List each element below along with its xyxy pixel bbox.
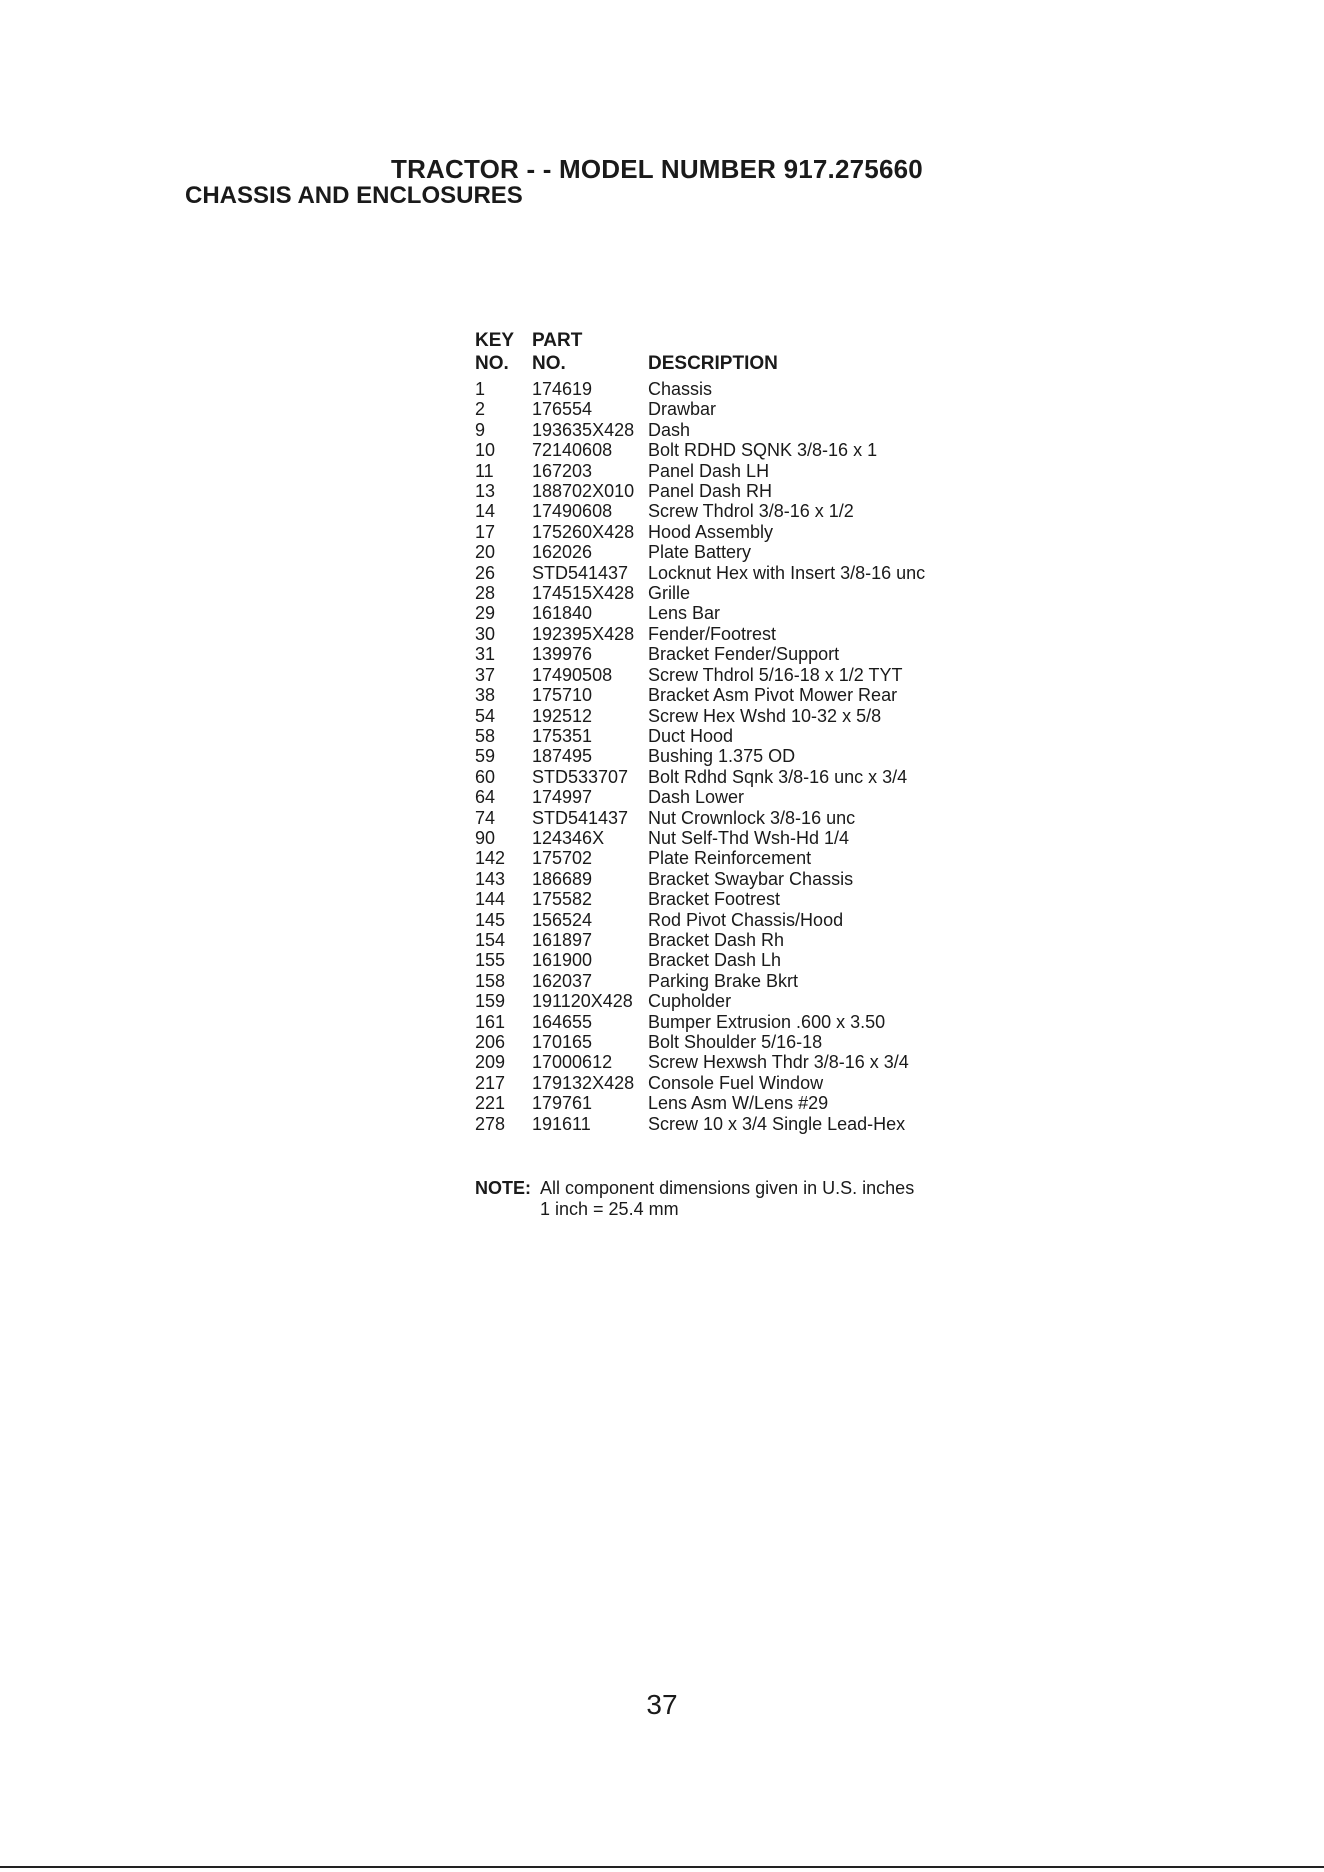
- key-no-cell: 9: [475, 419, 486, 440]
- part-no-cell: 187495: [532, 746, 593, 767]
- part-no-cell: 186689: [532, 868, 593, 889]
- table-row: [475, 767, 968, 787]
- description-cell: Bracket Swaybar Chassis: [648, 868, 854, 889]
- part-no-cell: 193635X428: [532, 419, 635, 440]
- part-no-cell: 124346X: [532, 827, 605, 848]
- key-no-cell: 28: [475, 583, 496, 604]
- table-row: [475, 1073, 968, 1093]
- description-cell: Screw Thdrol 5/16-18 x 1/2 TYT: [648, 664, 903, 685]
- part-no-cell: 162037: [532, 970, 593, 991]
- table-row: [475, 563, 968, 583]
- part-no-cell: 161840: [532, 603, 593, 624]
- key-no-cell: 209: [475, 1052, 506, 1073]
- part-no-cell: 170165: [532, 1032, 593, 1052]
- description-cell: Bracket Dash Lh: [648, 950, 782, 971]
- header-part-line2: NO.: [532, 353, 566, 374]
- part-no-cell: 179132X428: [532, 1072, 635, 1093]
- key-no-cell: 90: [475, 827, 496, 848]
- part-no-cell: 191120X428: [532, 991, 633, 1012]
- key-no-cell: 144: [475, 889, 506, 910]
- description-cell: Plate Battery: [648, 542, 752, 563]
- key-no-cell: 2: [475, 399, 486, 420]
- description-cell: Panel Dash RH: [648, 481, 773, 502]
- key-no-cell: 278: [475, 1113, 506, 1134]
- table-row: [475, 706, 968, 726]
- part-no-cell: 192512: [532, 705, 593, 726]
- key-no-cell: 13: [475, 481, 496, 502]
- dimension-note: [475, 1178, 914, 1220]
- section-title: CHASSIS AND ENCLOSURES: [185, 182, 523, 209]
- key-no-cell: 142: [475, 848, 506, 869]
- description-cell: Screw 10 x 3/4 Single Lead-Hex: [648, 1113, 906, 1134]
- description-cell: Panel Dash LH: [648, 460, 770, 481]
- part-no-cell: 188702X010: [532, 481, 635, 502]
- table-row: [475, 379, 968, 399]
- description-cell: Duct Hood: [648, 725, 734, 746]
- key-no-cell: 29: [475, 603, 496, 624]
- part-no-cell: 179761: [532, 1093, 593, 1114]
- description-cell: Bolt Shoulder 5/16-18: [648, 1032, 823, 1052]
- part-no-cell: 175702: [532, 848, 593, 869]
- description-cell: Cupholder: [648, 991, 732, 1012]
- header-key-line2: NO.: [475, 353, 509, 374]
- parts-table: [475, 330, 968, 1134]
- key-no-cell: 54: [475, 705, 496, 726]
- parts-table-body: [475, 379, 968, 1134]
- table-row: [475, 522, 968, 542]
- key-no-cell: 30: [475, 623, 496, 644]
- description-cell: Lens Asm W/Lens #29: [648, 1093, 829, 1114]
- table-row: [475, 685, 968, 705]
- part-no-cell: 17490508: [532, 664, 613, 685]
- part-no-cell: STD541437: [532, 562, 629, 583]
- key-no-cell: 38: [475, 685, 496, 706]
- table-row: [475, 1114, 968, 1134]
- key-no-cell: 143: [475, 868, 506, 889]
- header-key-line1: KEY: [475, 330, 515, 351]
- key-no-cell: 26: [475, 562, 496, 583]
- key-no-cell: 60: [475, 766, 496, 787]
- key-no-cell: 145: [475, 909, 506, 930]
- table-row: [475, 889, 968, 909]
- table-row: [475, 726, 968, 746]
- part-no-cell: STD541437: [532, 807, 629, 828]
- part-no-cell: 175351: [532, 725, 593, 746]
- table-row: [475, 461, 968, 481]
- key-no-cell: 155: [475, 950, 506, 971]
- description-cell: Bolt RDHD SQNK 3/8-16 x 1: [648, 440, 878, 461]
- description-cell: Nut Self-Thd Wsh-Hd 1/4: [648, 827, 850, 848]
- description-cell: Bracket Asm Pivot Mower Rear: [648, 685, 898, 706]
- table-row: [475, 869, 968, 889]
- page-number: 37: [646, 1689, 678, 1720]
- description-cell: Bracket Dash Rh: [648, 929, 785, 950]
- key-no-cell: 161: [475, 1011, 506, 1032]
- table-row: [475, 848, 968, 868]
- description-cell: Rod Pivot Chassis/Hood: [648, 909, 844, 930]
- table-row: [475, 910, 968, 930]
- table-row: [475, 644, 968, 664]
- part-no-cell: 175260X428: [532, 521, 635, 542]
- description-cell: Grille: [648, 583, 691, 604]
- key-no-cell: 64: [475, 787, 496, 808]
- description-cell: Lens Bar: [648, 603, 721, 624]
- parts-table-header: [475, 330, 968, 379]
- part-no-cell: 161897: [532, 929, 593, 950]
- description-cell: Console Fuel Window: [648, 1072, 824, 1093]
- part-no-cell: 174997: [532, 787, 593, 808]
- bottom-rule: [0, 1866, 1324, 1868]
- header-desc-spacer: [648, 330, 968, 352]
- part-no-cell: 17000612: [532, 1052, 613, 1073]
- key-no-cell: 14: [475, 501, 496, 522]
- description-cell: Plate Reinforcement: [648, 848, 812, 869]
- table-row: [475, 746, 968, 766]
- description-cell: Drawbar: [648, 399, 717, 420]
- table-row: [475, 481, 968, 501]
- table-row: [475, 665, 968, 685]
- table-row: [475, 991, 968, 1011]
- key-no-cell: 59: [475, 746, 496, 767]
- table-row: [475, 808, 968, 828]
- description-cell: Bumper Extrusion .600 x 3.50: [648, 1011, 886, 1032]
- key-no-cell: 217: [475, 1072, 506, 1093]
- table-row: [475, 603, 968, 623]
- description-cell: Screw Hex Wshd 10-32 x 5/8: [648, 705, 882, 726]
- description-cell: Bolt Rdhd Sqnk 3/8-16 unc x 3/4: [648, 766, 908, 787]
- table-row: [475, 950, 968, 970]
- table-row: [475, 542, 968, 562]
- table-row: [475, 1093, 968, 1113]
- table-row: [475, 787, 968, 807]
- key-no-cell: 74: [475, 807, 496, 828]
- part-no-cell: 161900: [532, 950, 593, 971]
- description-cell: Bushing 1.375 OD: [648, 746, 796, 767]
- table-row: [475, 1052, 968, 1072]
- table-row: [475, 399, 968, 419]
- key-no-cell: 154: [475, 929, 506, 950]
- note-text-1: All component dimensions given in U.S. inches: [540, 1178, 915, 1198]
- description-cell: Dash: [648, 419, 691, 440]
- header-row-2: [475, 352, 968, 379]
- description-cell: Bracket Footrest: [648, 889, 781, 910]
- description-cell: Parking Brake Bkrt: [648, 970, 799, 991]
- description-cell: Hood Assembly: [648, 521, 774, 542]
- table-row: [475, 930, 968, 950]
- part-no-cell: 139976: [532, 644, 593, 665]
- part-no-cell: 156524: [532, 909, 593, 930]
- key-no-cell: 20: [475, 542, 496, 563]
- description-cell: Locknut Hex with Insert 3/8-16 unc: [648, 562, 926, 583]
- part-no-cell: 162026: [532, 542, 593, 563]
- table-row: [475, 624, 968, 644]
- description-cell: Chassis: [648, 379, 713, 399]
- key-no-cell: 1: [475, 379, 486, 399]
- part-no-cell: 167203: [532, 460, 593, 481]
- description-cell: Screw Hexwsh Thdr 3/8-16 x 3/4: [648, 1052, 909, 1073]
- table-row: [475, 828, 968, 848]
- table-row: [475, 1012, 968, 1032]
- part-no-cell: 176554: [532, 399, 593, 420]
- key-no-cell: 31: [475, 644, 496, 665]
- part-no-cell: 174619: [532, 379, 593, 399]
- note-line-1: [475, 1178, 914, 1199]
- key-no-cell: 37: [475, 664, 496, 685]
- note-text-2: 1 inch = 25.4 mm: [540, 1199, 679, 1219]
- part-no-cell: 72140608: [532, 440, 613, 461]
- part-no-cell: 17490608: [532, 501, 613, 522]
- key-no-cell: 159: [475, 991, 506, 1012]
- header-row-1: [475, 330, 968, 352]
- part-no-cell: 164655: [532, 1011, 593, 1032]
- description-cell: Fender/Footrest: [648, 623, 777, 644]
- part-no-cell: 191611: [532, 1113, 591, 1134]
- description-cell: Bracket Fender/Support: [648, 644, 840, 665]
- page-title: TRACTOR - - MODEL NUMBER 917.275660: [391, 154, 923, 184]
- table-row: [475, 971, 968, 991]
- description-cell: Screw Thdrol 3/8-16 x 1/2: [648, 501, 854, 522]
- key-no-cell: 221: [475, 1093, 506, 1114]
- key-no-cell: 17: [475, 521, 496, 542]
- key-no-cell: 58: [475, 725, 496, 746]
- table-row: [475, 420, 968, 440]
- table-row: [475, 440, 968, 460]
- table-row: [475, 583, 968, 603]
- key-no-cell: 11: [475, 460, 494, 481]
- part-no-cell: 175582: [532, 889, 593, 910]
- key-no-cell: 10: [475, 440, 496, 461]
- description-cell: Dash Lower: [648, 787, 745, 808]
- description-cell: Nut Crownlock 3/8-16 unc: [648, 807, 856, 828]
- part-no-cell: 175710: [532, 685, 593, 706]
- header-part-line1: PART: [532, 330, 583, 351]
- part-no-cell: STD533707: [532, 766, 629, 787]
- header-description: DESCRIPTION: [648, 353, 778, 374]
- table-row: [475, 1032, 968, 1052]
- part-no-cell: 192395X428: [532, 623, 635, 644]
- key-no-cell: 158: [475, 970, 506, 991]
- part-no-cell: 174515X428: [532, 583, 635, 604]
- table-row: [475, 501, 968, 521]
- note-label: NOTE:: [475, 1178, 531, 1198]
- key-no-cell: 206: [475, 1032, 506, 1052]
